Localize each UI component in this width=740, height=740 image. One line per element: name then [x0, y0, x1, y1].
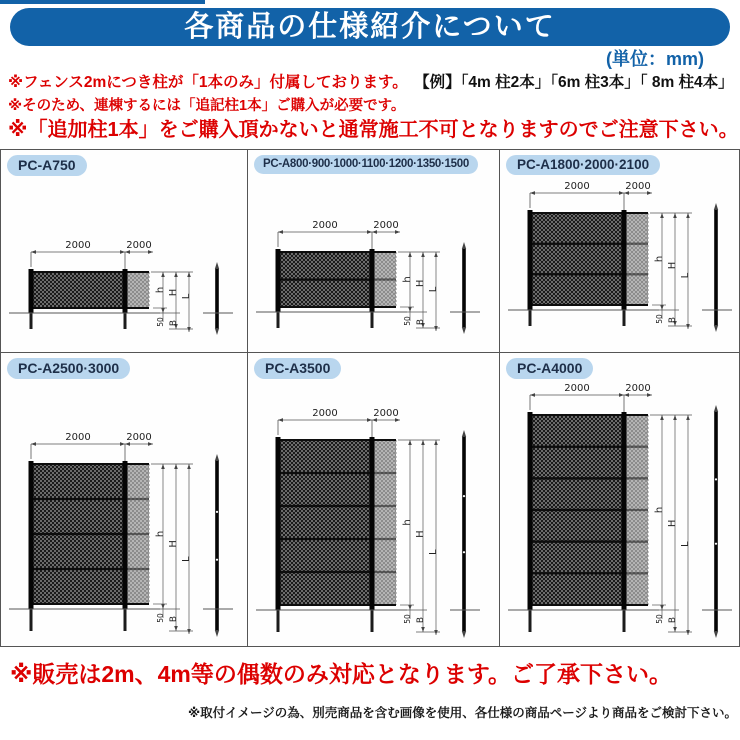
note-line-3: ※「追加柱1本」をご購入頂かないと通常施工不可となりますのでご注意下さい。 — [8, 119, 739, 141]
note-line-2: ※そのため、連棟するには「追記柱1本」ご購入が必要です。 — [8, 97, 406, 114]
spec-panel-2 — [248, 150, 500, 353]
svg-text:2000: 2000 — [65, 432, 91, 443]
svg-text:2000: 2000 — [625, 181, 651, 192]
svg-text:L: L — [680, 272, 691, 279]
svg-text:50: 50 — [655, 614, 664, 624]
svg-text:B: B — [668, 316, 678, 324]
svg-text:L: L — [680, 541, 691, 547]
svg-text:2000: 2000 — [373, 408, 399, 419]
svg-text:50: 50 — [403, 614, 412, 624]
fence-diagram — [248, 355, 494, 643]
page-title: 各商品の仕様紹介について — [10, 8, 730, 46]
svg-text:L: L — [428, 286, 439, 293]
svg-text:2000: 2000 — [373, 220, 399, 231]
spec-panel-6 — [500, 353, 739, 646]
product-code-badge: PC-A750 — [7, 155, 87, 176]
svg-text:H: H — [667, 519, 678, 528]
svg-text:L: L — [181, 293, 192, 300]
product-code-badge: PC-A2500·3000 — [7, 358, 130, 379]
svg-text:2000: 2000 — [312, 220, 338, 231]
note-line-1-red: ※フェンス2mにつき柱が「1本のみ」付属しております。 — [8, 74, 408, 91]
svg-text:2000: 2000 — [126, 240, 152, 251]
svg-text:h: h — [654, 506, 665, 514]
top-accent-strip — [0, 0, 205, 4]
svg-text:h: h — [155, 286, 166, 294]
svg-text:50: 50 — [655, 314, 664, 324]
svg-text:2000: 2000 — [625, 383, 651, 394]
svg-text:H: H — [415, 530, 426, 538]
fence-diagram — [1, 152, 247, 350]
svg-text:h: h — [155, 530, 166, 538]
product-code-badge: PC-A1800·2000·2100 — [506, 155, 660, 175]
note-line-1-example: 【例】「4m 柱2本」「6m 柱3本」「 8m 柱4本」 — [414, 74, 734, 91]
product-code-badge: PC-A3500 — [254, 358, 341, 379]
fence-diagram — [500, 152, 739, 350]
note-line-1 — [8, 75, 734, 91]
spec-panel-1 — [1, 150, 248, 353]
svg-text:50: 50 — [403, 316, 412, 326]
svg-text:50: 50 — [156, 317, 165, 327]
svg-text:2000: 2000 — [564, 181, 590, 192]
svg-text:H: H — [168, 540, 179, 548]
product-code-badge: PC-A4000 — [506, 358, 593, 379]
svg-text:H: H — [667, 261, 678, 270]
svg-text:h: h — [402, 519, 413, 526]
svg-text:2000: 2000 — [126, 432, 152, 443]
svg-text:H: H — [415, 279, 426, 288]
svg-text:h: h — [654, 255, 665, 263]
fence-diagram — [500, 355, 739, 643]
svg-text:B: B — [169, 615, 179, 623]
svg-text:h: h — [402, 276, 413, 283]
svg-text:B: B — [416, 318, 426, 326]
spec-panel-3 — [500, 150, 739, 353]
svg-text:L: L — [428, 549, 439, 555]
warning-notes — [8, 74, 739, 141]
product-code-badge: PC-A800·900·1000·1100·1200·1350·1500 — [254, 155, 478, 174]
unit-label: (単位：mm) — [606, 49, 704, 69]
fence-diagram — [1, 355, 247, 643]
svg-text:2000: 2000 — [312, 408, 338, 419]
panel-grid — [0, 149, 740, 647]
svg-text:L: L — [181, 556, 192, 562]
spec-panel-4 — [1, 353, 248, 646]
svg-text:B: B — [416, 616, 426, 624]
svg-text:H: H — [168, 288, 179, 297]
footer-red-note: ※販売は2m、4m等の偶数のみ対応となります。ご了承下さい。 — [10, 661, 673, 687]
spec-panel-5 — [248, 353, 500, 646]
svg-text:B: B — [668, 616, 678, 624]
footer-small-note: ※取付イメージの為、別売商品を含む画像を使用、各仕様の商品ページより商品をご検討下さい。 — [187, 706, 737, 720]
svg-text:50: 50 — [156, 613, 165, 623]
svg-text:2000: 2000 — [564, 383, 590, 394]
svg-text:2000: 2000 — [65, 240, 91, 251]
fence-diagram — [248, 152, 494, 350]
svg-text:B: B — [169, 319, 179, 327]
